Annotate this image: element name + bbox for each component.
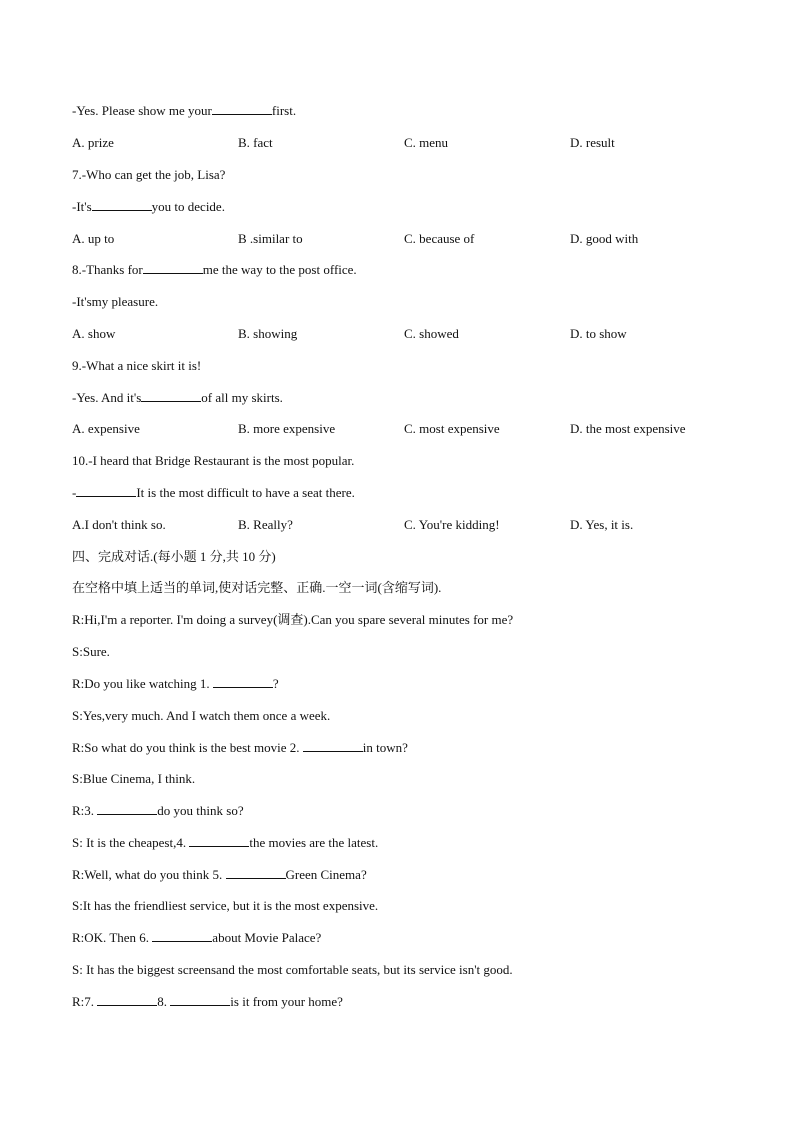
- dialogue-line: S:It has the friendliest service, but it is the most expensive.: [72, 898, 379, 913]
- section-4-heading: 四、完成对话.(每小题 1 分,共 10 分): [72, 549, 276, 564]
- blank-4: [189, 835, 249, 847]
- blank-5: [226, 867, 286, 879]
- q9-question: 9.-What a nice skirt it is!: [72, 358, 202, 373]
- q8-option-b: B. showing: [238, 326, 298, 341]
- q9-option-b: B. more expensive: [238, 421, 336, 436]
- q10-option-c: C. You're kidding!: [404, 517, 500, 532]
- q8-reply: -It'smy pleasure.: [72, 294, 159, 309]
- q7-option-c: C. because of: [404, 231, 475, 246]
- q7-option-d: D. good with: [570, 231, 639, 246]
- blank-8: [170, 994, 230, 1006]
- q8-option-a: A. show: [72, 326, 116, 341]
- blank-2: [303, 740, 363, 752]
- dialogue-line: R:Well, what do you think 5. Green Cinema?: [72, 867, 367, 882]
- q7-option-a: A. up to: [72, 231, 115, 246]
- q6-option-d: D. result: [570, 135, 615, 150]
- q9-answer-line: -Yes. And it's of all my skirts.: [72, 390, 283, 405]
- q6-option-b: B. fact: [238, 135, 273, 150]
- q7-answer-line: -It's you to decide.: [72, 199, 225, 214]
- q10-question: 10.-I heard that Bridge Restaurant is the most popular.: [72, 453, 355, 468]
- q10-option-a: A.I don't think so.: [72, 517, 166, 532]
- q7-question: 7.-Who can get the job, Lisa?: [72, 167, 226, 182]
- dialogue-line: S:Yes,very much. And I watch them once a week.: [72, 708, 331, 723]
- q10-option-b: B. Really?: [238, 517, 293, 532]
- q10-option-d: D. Yes, it is.: [570, 517, 634, 532]
- dialogue-line: R:So what do you think is the best movie 2. in town?: [72, 740, 408, 755]
- blank-1: [213, 676, 273, 688]
- blank-7: [97, 994, 157, 1006]
- q9-option-a: A. expensive: [72, 421, 140, 436]
- q9-option-d: D. the most expensive: [570, 421, 686, 436]
- q8-option-c: C. showed: [404, 326, 459, 341]
- q9-option-c: C. most expensive: [404, 421, 500, 436]
- q9-blank: [141, 390, 201, 402]
- dialogue-line: R:OK. Then 6. about Movie Palace?: [72, 930, 322, 945]
- dialogue-line: R:Hi,I'm a reporter. I'm doing a survey(调查).Can you spare several minutes for me?: [72, 612, 514, 627]
- q6-blank: [212, 103, 272, 115]
- q7-option-b: B .similar to: [238, 231, 303, 246]
- q8-blank: [143, 262, 203, 274]
- q7-blank: [92, 199, 152, 211]
- q8-question: 8.-Thanks for me the way to the post office.: [72, 262, 357, 277]
- q6-answer-line: -Yes. Please show me your first.: [72, 103, 297, 118]
- q10-blank: [76, 485, 136, 497]
- blank-6: [152, 930, 212, 942]
- section-4-instruction: 在空格中填上适当的单词,使对话完整、正确.一空一词(含缩写词).: [72, 580, 442, 595]
- dialogue-line: R:7. 8. is it from your home?: [72, 994, 343, 1009]
- dialogue-line: S: It is the cheapest,4. the movies are the latest.: [72, 835, 379, 850]
- q6-option-a: A. prize: [72, 135, 114, 150]
- dialogue-line: R:3. do you think so?: [72, 803, 244, 818]
- q10-answer-line: - It is the most difficult to have a seat there.: [72, 485, 355, 500]
- dialogue-line: S: It has the biggest screensand the most comfortable seats, but its service isn't good.: [72, 962, 513, 977]
- q8-option-d: D. to show: [570, 326, 627, 341]
- dialogue-line: S:Blue Cinema, I think.: [72, 771, 196, 786]
- dialogue-line: R:Do you like watching 1. ?: [72, 676, 279, 691]
- q6-option-c: C. menu: [404, 135, 449, 150]
- dialogue-line: S:Sure.: [72, 644, 110, 659]
- blank-3: [97, 803, 157, 815]
